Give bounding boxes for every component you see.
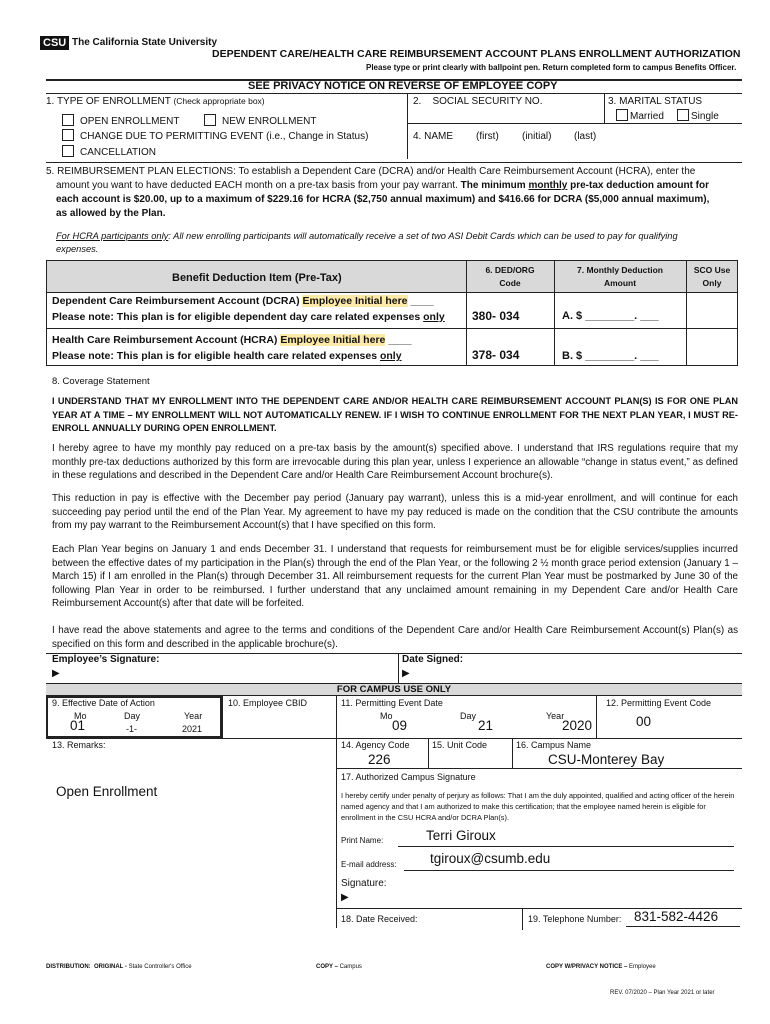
table-row-hcra-code: 378- 034 [472, 348, 520, 362]
coverage-p1: I hereby agree to have my monthly pay reduced on a pre-tax basis by the amount(s) specified above. I understand that IRS regulations require that my monthly pre-tax deductions authorized by this form are irrevocable during this plan year, unless I experience an allowable “change in status event,” as defined in these regulations and described in the Dependent Care and/or Health Care Reimbursement Account brochure(s). [52, 443, 738, 482]
coverage-p4: I have read the above statements and agree to the terms and conditions of the Dependent Care and/or Health Care Reimbursement Account(s) Plan(s) as specified on this form and described in the applicable brochure(s). [52, 625, 738, 650]
marital-single[interactable]: Single [677, 109, 719, 122]
name-label: 4. NAME [413, 131, 454, 142]
date-signed-arrow[interactable]: ▶ [402, 668, 410, 679]
checkbox[interactable] [62, 129, 74, 141]
table-row-hcra-amount[interactable]: B. $ ________. ___ [562, 350, 659, 362]
campus-name-value[interactable]: CSU-Monterey Bay [548, 752, 665, 767]
ssn-label: 2. SOCIAL SECURITY NO. [413, 96, 543, 107]
effective-date-label: 9. Effective Date of Action [52, 698, 155, 708]
checkbox[interactable] [62, 114, 74, 126]
eff-mo-label: Mo [74, 711, 87, 721]
print-name-label: Print Name: [341, 836, 384, 845]
table-header-code: 6. DED/ORG Code [485, 265, 535, 288]
option-new-enrollment[interactable]: NEW ENROLLMENT [204, 114, 316, 127]
name-last: (last) [574, 131, 597, 142]
email-value[interactable]: tgiroux@csumb.edu [430, 851, 551, 866]
initial-field[interactable]: Employee Initial here [280, 334, 386, 346]
table-row-dcra-amount[interactable]: A. $ ________. ___ [562, 310, 659, 322]
name-initial: (initial) [522, 131, 552, 142]
initial-field[interactable]: Employee Initial here [302, 295, 408, 307]
enrollment-type-label: 1. TYPE OF ENROLLMENT (Check appropriate box) [46, 96, 265, 107]
table-header-amount: 7. Monthly Deduction Amount [577, 265, 663, 288]
campus-use-banner: FOR CAMPUS USE ONLY [46, 683, 742, 696]
coverage-p3: Each Plan Year begins on January 1 and ends December 31. I understand that requests for reimbursement must be for eligible services/supplies incurred between the effective dates of my participation in the Plan(s) through the end of the Plan Year, or the following 2 ½ month grace period extension (January 1 – March 15) if I am enrolled in the Plan(s) through December 31. All reimbursement requests for the current Plan Year must be postmarked by June 30 of the following Plan Year in order to be reimbursed. I further understand that any unclaimed amount remaining in my Dependent Care and/or Health Care Reimbursement Account(s) after that date will be forfeited. [52, 544, 738, 610]
form-title: DEPENDENT CARE/HEALTH CARE REIMBURSEMENT ACCOUNT PLANS ENROLLMENT AUTHORIZATION [212, 48, 741, 60]
agency-code-value[interactable]: 226 [368, 752, 391, 767]
checkbox[interactable] [677, 109, 689, 121]
footer-distribution: DISTRIBUTION: ORIGINAL - State Controller's Office [46, 964, 192, 970]
coverage-label: 8. Coverage Statement [52, 376, 150, 387]
footer-copy-employee: COPY W/PRIVACY NOTICE – Employee [546, 964, 656, 970]
permitting-code-value[interactable]: 00 [636, 714, 652, 729]
pe-year-label: Year [546, 711, 565, 721]
eff-year-value[interactable]: 2021 [182, 724, 203, 734]
permitting-date-label: 11. Permitting Event Date [341, 698, 443, 708]
name-first: (first) [476, 131, 499, 142]
campus-signature-arrow[interactable]: ▶ [341, 892, 349, 903]
hcra-note-cont: expenses. [56, 244, 99, 254]
table-row-dcra-code: 380- 034 [472, 309, 520, 323]
coverage-bold: I UNDERSTAND THAT MY ENROLLMENT INTO THE DEPENDENT CARE AND/OR HEALTH CARE REIMBURSEMENT ACCOUNT PLAN(S) IS FOR ONE PLAN YEAR AT A TIME – MY ENROLLMENT WILL NOT AUTOMATICALLY RENEW. IF I WISH TO CONTINUE ENROLLMENT FOR THE NEXT PLAN YEAR, I MUST RE-ENROLL ANNUALLY DURING OPEN ENROLLMENT. [52, 396, 738, 434]
csu-logo: CSU [40, 36, 69, 50]
section5-line4: as allowed by the Plan. [56, 208, 166, 219]
telephone-value[interactable]: 831-582-4426 [634, 909, 719, 924]
section5-line3: each account is $20.00, up to a maximum of $229.16 for HCRA ($2,750 annual maximum) and $416.66 for DCRA ($5,000 annual maximum), [56, 194, 710, 205]
email-label: E-mail address: [341, 860, 397, 869]
university-name: The California State University [72, 37, 218, 48]
coverage-p2: This reduction in pay is effective with the December pay period (January pay warrant), unless this is a mid-year enrollment, and will continue for each succeeding pay period until the end of the Plan Year. My agreement to have my pay reduced is made on the condition that the CSU contribute the amounts from my pay warrant to the Reimbursement Account(s) that I have specified on this form. [52, 493, 738, 532]
pe-day-label: Day [460, 711, 477, 721]
print-name-value[interactable]: Terri Giroux [426, 828, 496, 843]
marital-status-label: 3. MARITAL STATUS [608, 96, 703, 107]
pe-mo-value[interactable]: 09 [392, 718, 408, 733]
option-cancellation[interactable]: CANCELLATION [62, 145, 156, 158]
hcra-note: For HCRA participants only: All new enrolling participants will automatically receive a set of two ASI Debit Cards which can be used to pay for qualifying [56, 231, 678, 241]
telephone-label: 19. Telephone Number: [528, 914, 622, 924]
checkbox[interactable] [62, 145, 74, 157]
unit-code-label: 15. Unit Code [432, 740, 488, 750]
footer-copy-campus: COPY – Campus [316, 964, 362, 970]
certification-text: I hereby certify under penalty of perjury as follows: That I am the duly appointed, qualified and acting officer of the herein named agency and that I am authorized to make this certification; that the employee named herein is eligible for enrollment in the CSU HCRA and/or DCRA Plan(s). [341, 791, 735, 822]
permitting-code-label: 12. Permitting Event Code [606, 698, 712, 708]
pe-mo-label: Mo [380, 711, 393, 721]
privacy-notice: SEE PRIVACY NOTICE ON REVERSE OF EMPLOYEE COPY [248, 80, 558, 92]
checkbox[interactable] [204, 114, 216, 126]
eff-year-label: Year [184, 711, 203, 721]
section5-line2: amount you want to have deducted EACH month on a pre-tax basis from your pay warrant. The minimum monthly pre-tax deduction amount for [56, 180, 710, 191]
table-header-sco: SCO Use Only [693, 265, 731, 288]
cbid-label: 10. Employee CBID [228, 698, 308, 708]
eff-day-label: Day [124, 711, 141, 721]
agency-code-label: 14. Agency Code [341, 740, 410, 750]
footer-revision: REV. 07/2020 – Plan Year 2021 or later [610, 990, 715, 996]
table-row-hcra-note: Please note: This plan is for eligible health care related expenses only [52, 350, 402, 362]
marital-married[interactable]: Married [616, 109, 664, 122]
table-header-item: Benefit Deduction Item (Pre-Tax) [172, 272, 342, 284]
employee-signature-arrow[interactable]: ▶ [52, 668, 60, 679]
eff-mo-value[interactable]: 01 [70, 718, 86, 733]
option-open-enrollment[interactable]: OPEN ENROLLMENT [62, 114, 179, 127]
date-received-label: 18. Date Received: [341, 914, 418, 924]
table-row-hcra-name: Health Care Reimbursement Account (HCRA) Employee Initial here ____ [52, 334, 412, 346]
remarks-label: 13. Remarks: [52, 740, 106, 750]
pe-day-value[interactable]: 21 [478, 718, 494, 733]
campus-name-label: 16. Campus Name [516, 740, 592, 750]
remarks-value[interactable]: Open Enrollment [56, 784, 158, 799]
table-row-dcra-name: Dependent Care Reimbursement Account (DCRA) Employee Initial here ____ [52, 295, 434, 307]
form-instruction: Please type or print clearly with ballpoint pen. Return completed form to campus Benefits Officer. [366, 63, 737, 72]
section5-line1: 5. REIMBURSEMENT PLAN ELECTIONS: To establish a Dependent Care (DCRA) and/or Health Care Reimbursement Account (HCRA), enter the [46, 166, 696, 177]
checkbox[interactable] [616, 109, 628, 121]
eff-day-value[interactable]: -1- [126, 724, 137, 734]
pe-year-value[interactable]: 2020 [562, 718, 593, 733]
auth-signature-label: 17. Authorized Campus Signature [341, 772, 476, 782]
option-change-event[interactable]: CHANGE DUE TO PERMITTING EVENT (i.e., Change in Status) [62, 129, 368, 142]
table-row-dcra-note: Please note: This plan is for eligible dependent day care related expenses only [52, 311, 445, 323]
date-signed-label: Date Signed: [402, 654, 464, 665]
employee-signature-label: Employee’s Signature: [52, 654, 160, 665]
campus-signature-label: Signature: [341, 878, 387, 889]
